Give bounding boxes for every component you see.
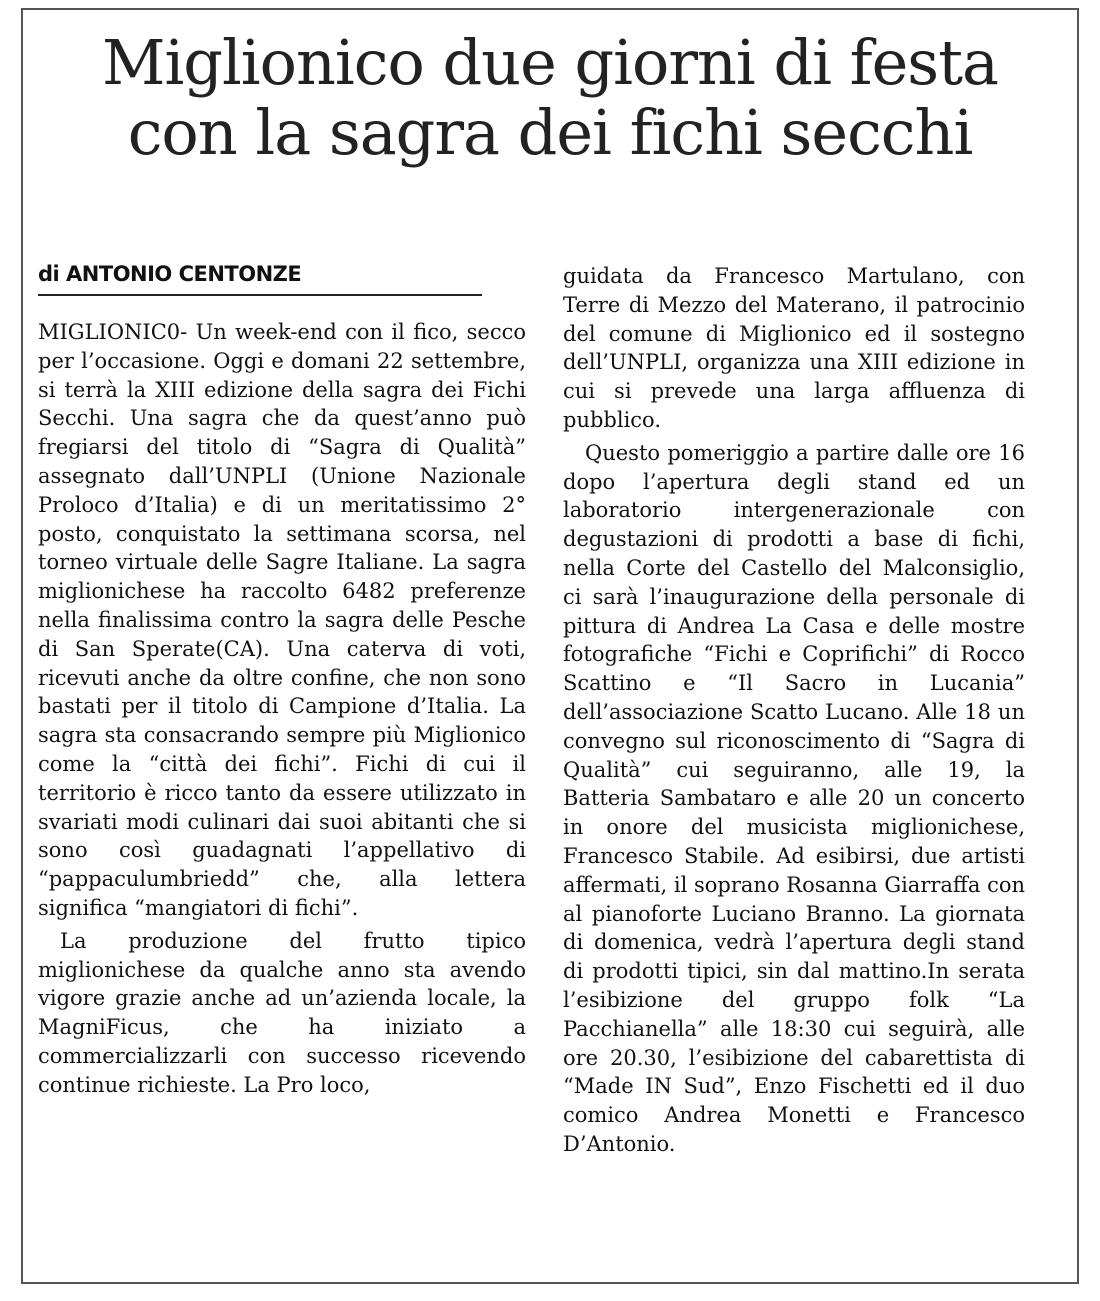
paragraph: MIGLIONIC0- Un week-end con il fico, secco per l’occasione. Oggi e domani 22 settembre, si terrà la XIII edizione della sagra dei Fichi Secchi. Una sagra che da quest’anno può fregiarsi del titolo di “Sagra di Qualità” assegnato dall’UNPLI (Unione Nazionale Proloco d’Italia) e di un meritatissimo 2° posto, conquistato la settimana scorsa, nel torneo virtuale delle Sagre Italiane. La sagra miglionichese ha raccolto 6482 preferenze nella finalissima contro la sagra delle Pesche di San Sperate(CA). Una caterva di voti, ricevuti anche da oltre confine, che non sono bastati per il titolo di Campione d’Italia. La sagra sta consacrando sempre più Miglionico come la “città dei fichi”. Fichi di cui il territorio è ricco tanto da essere utilizzato in svariati modi culinari dai suoi abitanti che si sono così guadagnati l’appellativo di “pappaculumbriedd” che, alla lettera significa “mangiatori di fichi”. (38, 320, 526, 920)
paragraph: La produzione del frutto tipico miglionichese da qualche anno sta avendo vigore grazie anche ad un’azienda locale, la MagniFicus, che ha iniziato a commercializzarli con successo ricevendo continue richieste. La Pro loco, (38, 928, 526, 1097)
byline: di ANTONIO CENTONZE (38, 262, 482, 296)
headline-line-1: Miglionico due giorni di festa (101, 26, 999, 99)
headline (0, 28, 1100, 168)
article-column-right (563, 262, 1025, 1159)
paragraph: Questo pomeriggio a partire dalle ore 16 dopo l’apertura degli stand ed un laboratorio intergenerazionale con degustazioni di prodotti a base di fichi, nella Corte del Castello del Malconsiglio, ci sarà l’inaugurazione della personale di pittura di Andrea La Casa e delle mostre fotografiche “Fichi e Coprifichi” di Rocco Scattino e “Il Sacro in Lucania” dell’associazione Scatto Lucano. Alle 18 un convegno sul riconoscimento di “Sagra di Qualità” cui seguiranno, alle 19, la Batteria Sambataro e alle 20 un concerto in onore del musicista miglionichese, Francesco Stabile. Ad esibirsi, due artisti affermati, il soprano Rosanna Giarraffa con al pianoforte Luciano Branno. La giornata di domenica, vedrà l’apertura degli stand di prodotti tipici, sin dal mattino.In serata l’esibizione del gruppo folk “La Pacchianella” alle 18:30 cui seguirà, alle ore 20.30, l’esibizione del cabarettista di “Made IN Sud”, Enzo Fischetti ed il duo comico Andrea Monetti e Francesco D’Antonio. (563, 440, 1025, 1156)
article-column-left (38, 318, 526, 1100)
headline-line-2: con la sagra dei fichi secchi (127, 96, 973, 169)
paragraph: guidata da Francesco Martulano, con Terre di Mezzo del Materano, il patrocinio del comune di Miglionico ed il sostegno dell’UNPLI, organizza una XIII edizione in cui si prevede una larga affluenza di pubblico. (563, 264, 1025, 432)
